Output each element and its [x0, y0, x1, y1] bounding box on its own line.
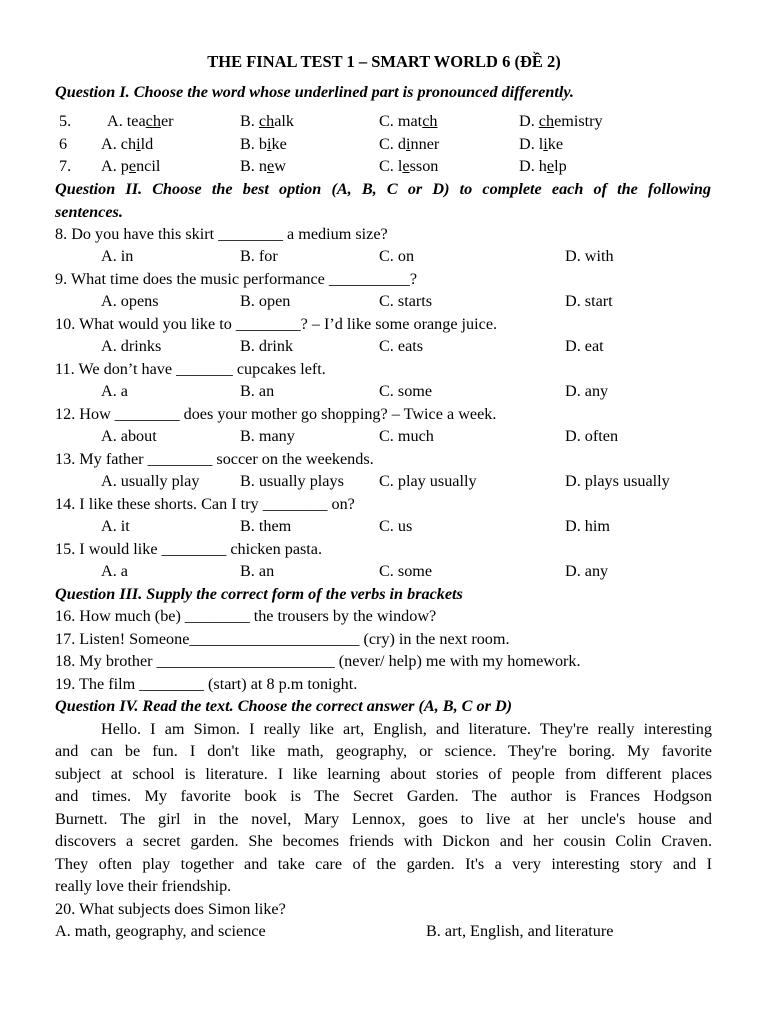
option-text-part: A. — [101, 135, 121, 153]
question-2-heading-cont: sentences. — [55, 203, 123, 221]
option-text-part: sson — [409, 157, 439, 175]
q2-question-stem: 8. Do you have this skirt ________ a medium size? — [55, 225, 388, 243]
option-text-part: l — [397, 157, 403, 175]
q2-option: A. a — [101, 562, 128, 580]
q2-option: D. any — [565, 562, 609, 580]
underlined-sound: ch — [145, 112, 161, 130]
q2-option: D. eat — [565, 337, 604, 355]
page-title: THE FINAL TEST 1 – SMART WORLD 6 (ĐỀ 2) — [207, 52, 561, 71]
q1-option — [240, 133, 287, 155]
passage-line: and times. My favorite book is The Secret Garden. The author is Frances Hodgson — [55, 787, 712, 805]
q1-option — [240, 155, 286, 177]
q2-question-stem: 14. I like these shorts. Can I try ________ on? — [55, 495, 355, 513]
q1-item-number: 6 — [59, 135, 68, 153]
passage-line: Hello. I am Simon. I really like art, English, and literature. They're really interesting — [101, 720, 712, 738]
option-text-part: ld — [140, 135, 154, 153]
option-text-part: d — [397, 135, 406, 153]
q2-option: C. eats — [379, 337, 424, 355]
q2-option: C. us — [379, 517, 413, 535]
underlined-sound: e — [402, 157, 410, 175]
option-text-part: B. — [240, 135, 259, 153]
question-3-heading: Question III. Supply the correct form of the verbs in brackets — [55, 585, 463, 603]
q1-option — [519, 155, 567, 177]
passage-line: discovers a secret garden. She becomes friends with Dickon and her cousin Colin Craven. — [55, 832, 712, 850]
passage-line: subject at school is literature. I like learning about stories of people from different places — [55, 765, 712, 783]
q2-option: B. an — [240, 382, 275, 400]
q2-option: D. any — [565, 382, 609, 400]
option-text-part: D. — [519, 112, 539, 130]
option-text-part: B. — [240, 112, 259, 130]
underlined-sound: e — [267, 157, 275, 175]
q2-option: A. a — [101, 382, 128, 400]
question-20-option-b: B. art, English, and literature — [426, 922, 614, 940]
option-text-part: C. — [379, 135, 398, 153]
q2-option: C. play usually — [379, 472, 477, 490]
q2-option: A. it — [101, 517, 130, 535]
question-17: 17. Listen! Someone_____________________ (cry) in the next room. — [55, 630, 510, 648]
q1-option — [379, 133, 439, 155]
q2-question-stem: 15. I would like ________ chicken pasta. — [55, 540, 323, 558]
option-text-part: D. — [519, 157, 539, 175]
q2-option: C. some — [379, 562, 433, 580]
question-4-heading: Question IV. Read the text. Choose the correct answer (A, B, C or D) — [55, 697, 513, 715]
question-1-heading: Question I. Choose the word whose underlined part is pronounced differently. — [55, 83, 574, 101]
q1-option — [101, 155, 160, 177]
q2-question-stem: 11. We don’t have _______ cupcakes left. — [55, 360, 326, 378]
q2-option: D. him — [565, 517, 610, 535]
underlined-sound: i — [543, 135, 548, 153]
option-text-part: lp — [554, 157, 567, 175]
question-20-stem: 20. What subjects does Simon like? — [55, 900, 286, 918]
underlined-sound: i — [406, 135, 411, 153]
q1-option — [101, 133, 153, 155]
option-text-part: emistry — [554, 112, 603, 130]
option-text-part: A. — [101, 157, 121, 175]
q2-option: B. an — [240, 562, 275, 580]
option-text-part: ch — [120, 135, 137, 153]
option-text-part: A. — [107, 112, 127, 130]
question-19: 19. The film ________ (start) at 8 p.m tonight. — [55, 675, 358, 693]
option-text-part: w — [274, 157, 286, 175]
q2-option: D. start — [565, 292, 613, 310]
option-text-part: l — [538, 135, 544, 153]
question-2-heading: Question II. Choose the best option (A, B, C or D) to complete each of the following — [55, 180, 711, 198]
option-text-part: C. — [379, 112, 398, 130]
q1-option — [107, 110, 174, 132]
q2-option: A. drinks — [101, 337, 162, 355]
q2-question-stem: 13. My father ________ soccer on the weekends. — [55, 450, 374, 468]
option-text-part: tea — [126, 112, 146, 130]
passage-line: and can be fun. I don't like math, geography, or science. They're boring. My favorite — [55, 742, 712, 760]
q1-item-number: 7. — [59, 157, 72, 175]
q2-option: B. usually plays — [240, 472, 344, 490]
underlined-sound: e — [546, 157, 555, 175]
underlined-sound: e — [128, 157, 137, 175]
q2-option: D. plays usually — [565, 472, 670, 490]
option-text-part: D. — [519, 135, 539, 153]
q2-question-stem: 12. How ________ does your mother go shopping? – Twice a week. — [55, 405, 497, 423]
option-text-part: ke — [271, 135, 287, 153]
option-text-part: C. — [379, 157, 398, 175]
option-text-part: h — [538, 157, 547, 175]
q2-option: D. with — [565, 247, 614, 265]
q2-option: A. opens — [101, 292, 159, 310]
underlined-sound: ch — [422, 112, 438, 130]
q1-item-number: 5. — [59, 112, 72, 130]
q2-question-stem: 9. What time does the music performance __________? — [55, 270, 418, 288]
underlined-sound: ch — [538, 112, 555, 130]
option-text-part: ncil — [136, 157, 161, 175]
option-text-part: p — [120, 157, 129, 175]
option-text-part: ke — [547, 135, 564, 153]
q1-option — [519, 133, 563, 155]
q2-option: A. in — [101, 247, 134, 265]
q2-option: C. on — [379, 247, 415, 265]
q2-option: A. about — [101, 427, 157, 445]
option-text-part: b — [258, 135, 267, 153]
q2-question-stem: 10. What would you like to ________? – I’d like some orange juice. — [55, 315, 498, 333]
option-text-part: n — [258, 157, 267, 175]
option-text-part: er — [160, 112, 174, 130]
option-text-part: alk — [274, 112, 294, 130]
question-18: 18. My brother ______________________ (never/ help) me with my homework. — [55, 652, 581, 670]
q1-option — [379, 155, 438, 177]
underlined-sound: i — [136, 135, 141, 153]
q1-option — [379, 110, 437, 132]
passage-line: Burnett. The girl in the novel, Mary Lennox, goes to live at her uncle's house and — [55, 810, 712, 828]
q2-option: C. starts — [379, 292, 433, 310]
q2-option: B. many — [240, 427, 295, 445]
question-20-option-a: A. math, geography, and science — [55, 922, 266, 940]
q2-option: D. often — [565, 427, 619, 445]
question-16: 16. How much (be) ________ the trousers by the window? — [55, 607, 437, 625]
passage-line: really love their friendship. — [55, 877, 232, 895]
q1-option — [240, 110, 294, 132]
q1-option — [519, 110, 603, 132]
q2-option: A. usually play — [101, 472, 200, 490]
option-text-part: nner — [410, 135, 440, 153]
passage-line: They often play together and take care of the garden. It's a very interesting story and I — [55, 855, 712, 873]
option-text-part: mat — [397, 112, 423, 130]
option-text-part: B. — [240, 157, 259, 175]
underlined-sound: ch — [258, 112, 275, 130]
q2-option: B. open — [240, 292, 291, 310]
q2-option: C. much — [379, 427, 434, 445]
q2-option: B. drink — [240, 337, 294, 355]
q2-option: B. them — [240, 517, 292, 535]
underlined-sound: i — [267, 135, 272, 153]
q2-option: B. for — [240, 247, 278, 265]
q2-option: C. some — [379, 382, 433, 400]
